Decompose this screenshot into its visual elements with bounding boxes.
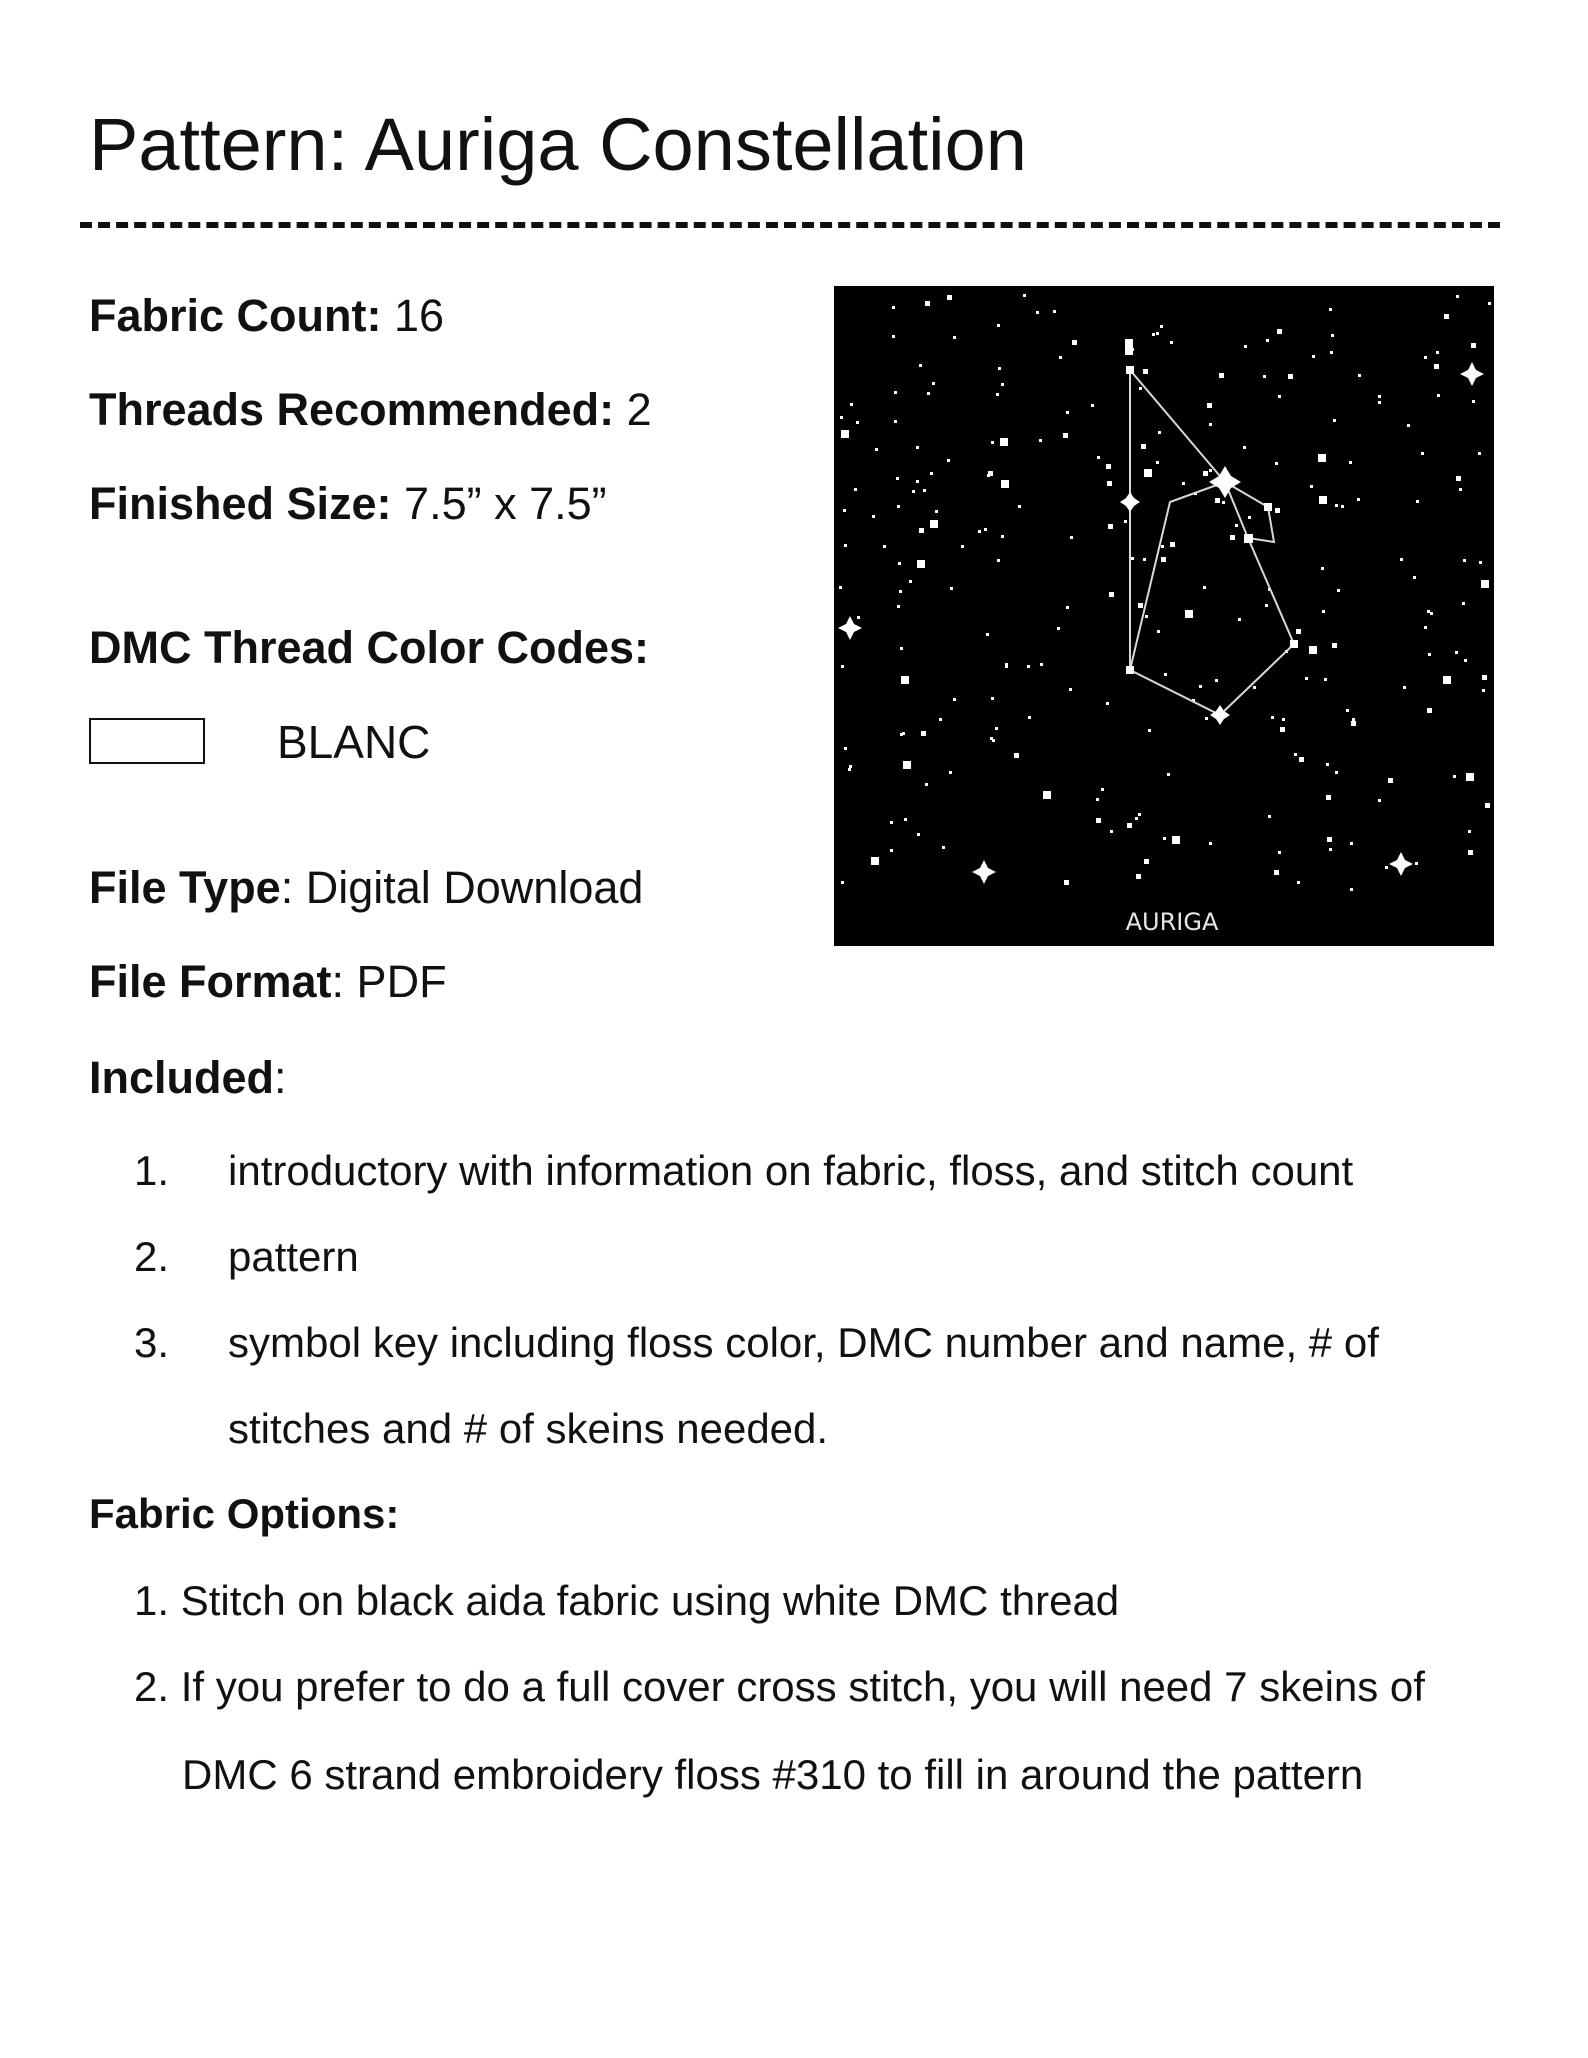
file-format-value: : PDF [331,956,447,1007]
background-star [1333,419,1336,422]
background-star [1479,561,1482,564]
background-star [1209,423,1212,426]
background-star [990,737,993,740]
background-star [1341,505,1344,508]
background-star [1326,795,1331,800]
background-star [1170,341,1173,344]
background-star [932,382,935,385]
background-star [1039,439,1042,442]
background-star [1299,757,1304,762]
background-star [978,530,981,533]
background-star [890,821,893,824]
background-star [1161,545,1164,548]
background-star [1023,294,1026,297]
background-star [1337,589,1340,592]
background-star [1097,456,1100,459]
finished-size [89,474,607,534]
background-star [1481,580,1489,588]
fabric-count-label: Fabric Count: [89,290,382,341]
background-star [916,446,919,449]
background-star [927,392,930,395]
finished-size-value: 7.5” x 7.5” [391,478,607,529]
background-star [1143,558,1146,561]
background-star [1148,729,1151,732]
background-star [1138,813,1141,816]
background-star [921,731,926,736]
background-star [1434,364,1439,369]
background-star [898,562,901,565]
background-star [1001,480,1009,488]
background-star [1482,689,1485,692]
background-star [1027,665,1030,668]
background-star [1199,685,1202,688]
background-star [1185,610,1193,618]
background-star [1043,791,1051,799]
fabric-count [89,286,444,346]
background-star [1468,850,1473,855]
background-star [1265,604,1268,607]
background-star [1466,773,1474,781]
background-star [1350,888,1353,891]
included-item-1: introductory with information on fabric, floss, and stitch count [228,1147,1354,1194]
background-star [1282,718,1285,721]
background-star [1319,496,1327,504]
background-star [1468,830,1471,833]
background-star [903,761,911,769]
background-star [1464,659,1467,662]
background-star [844,544,847,547]
background-star [1209,469,1212,472]
background-star [1143,369,1148,374]
background-star [1358,374,1361,377]
finished-size-label: Finished Size: [89,478,392,529]
background-star [896,477,899,480]
star-node [1290,640,1298,648]
background-star [1427,610,1430,613]
background-star [947,295,952,300]
background-star [919,528,924,533]
background-star [1268,815,1271,818]
background-star [1327,837,1332,842]
background-star [897,505,900,508]
background-star [1069,688,1072,691]
background-star [1424,356,1427,359]
color-swatch-blanc [89,718,205,764]
background-star [1170,542,1175,547]
background-star [1101,788,1104,791]
background-star [1357,498,1360,501]
background-star [1415,862,1418,865]
background-star [1385,866,1388,869]
background-star [1428,653,1431,656]
background-star [1416,500,1419,503]
background-star [1157,630,1160,633]
background-star [1219,373,1224,378]
image-caption: AURIGA [1125,908,1219,936]
background-star [1160,325,1163,328]
background-star [1001,535,1004,538]
background-star [839,586,842,589]
background-star [840,416,843,419]
background-star [1331,334,1334,337]
file-type [89,858,643,918]
background-star [841,665,844,668]
background-star [849,765,852,768]
background-star [1000,438,1008,446]
background-star [1430,612,1433,615]
background-star [1152,333,1155,336]
included-num-3: 3. [134,1319,170,1366]
background-star [1278,395,1281,398]
background-star [1066,606,1069,609]
fabric-options-heading: Fabric Options: [89,1490,400,1537]
dashed-divider [80,222,1500,228]
background-star [1436,351,1439,354]
background-star [949,771,952,774]
background-star [1332,643,1337,648]
included-item-3-line-2: stitches and # of skeins needed. [228,1405,829,1452]
background-star [923,489,926,492]
background-star [1437,394,1440,397]
background-star [1205,717,1208,720]
background-star [1330,351,1333,354]
background-star [939,718,942,721]
background-star [1351,721,1356,726]
background-star [1005,665,1008,668]
background-star [892,335,895,338]
background-star [953,698,956,701]
background-star [1488,302,1491,305]
background-star [1163,837,1166,840]
thread-colors-heading: DMC Thread Color Codes: [89,622,650,673]
fabric-option-1 [134,1572,1119,1630]
background-star [1463,559,1466,562]
background-star [1230,535,1235,540]
background-star [856,421,859,424]
fabric-option-2-text-line-1: If you prefer to do a full cover cross stitch, you will need 7 skeins of [180,1663,1425,1710]
color-name-blanc: BLANC [277,716,431,768]
background-star [1294,753,1297,756]
fabric-option-2-num: 2. [134,1663,170,1710]
background-star [1456,476,1461,481]
background-star [912,490,915,493]
background-star [850,403,853,406]
background-star [841,881,844,884]
background-star [997,559,1000,562]
background-star [1106,464,1111,469]
background-star [1001,383,1004,386]
background-star [995,727,998,730]
background-star [1091,404,1094,407]
background-star [986,633,989,636]
background-star [998,367,1001,370]
background-star [1413,576,1416,579]
background-star [1209,842,1212,845]
star-node [1126,666,1134,674]
background-star [1158,431,1161,434]
background-star [925,783,928,786]
background-star [1309,646,1317,654]
background-star [996,393,999,396]
included-item-2: pattern [228,1233,359,1280]
background-star [1164,673,1167,676]
background-star [1335,771,1338,774]
background-star [1072,340,1077,345]
background-star [1144,859,1149,864]
background-star [917,560,925,568]
background-star [1172,836,1180,844]
background-star [900,647,903,650]
background-star [950,587,953,590]
background-star [916,480,919,483]
background-star [1456,295,1459,298]
background-star [930,472,933,475]
background-star [883,545,886,548]
background-star [1145,615,1148,618]
file-format [89,952,447,1012]
background-star [1018,505,1021,508]
background-star [1248,516,1251,519]
background-star [1059,356,1062,359]
background-star [1296,629,1301,634]
fabric-option-2-text-line-2: DMC 6 strand embroidery floss #310 to fill in around the pattern [182,1751,1364,1798]
background-star [848,768,851,771]
background-star [1349,461,1352,464]
background-star [1462,602,1465,605]
background-star [1326,763,1329,766]
threads-label: Threads Recommended: [89,384,615,435]
background-star [897,605,900,608]
background-star [1110,830,1113,833]
background-star [892,306,895,309]
background-star [854,488,857,491]
background-star [1388,778,1393,783]
file-type-label: File Type [89,862,281,913]
background-star [1346,709,1349,712]
threads-value: 2 [614,384,652,435]
background-star [991,697,994,700]
background-star [1156,461,1159,464]
background-star [1243,446,1246,449]
background-star [871,857,879,865]
background-star [857,616,860,619]
background-star [1203,471,1208,476]
background-star [919,364,922,367]
fabric-option-1-num: 1. [134,1577,170,1624]
background-star [1278,851,1281,854]
background-star [1108,524,1113,529]
background-star [997,324,1000,327]
background-star [894,391,897,394]
background-star [1139,387,1142,390]
background-star [843,509,846,512]
background-star [1329,848,1332,851]
background-star [1096,818,1101,823]
background-star [1312,355,1315,358]
background-star [1222,501,1225,504]
background-star [1350,842,1353,845]
background-star [1275,462,1278,465]
background-star [1459,488,1462,491]
included-num-2: 2. [134,1233,170,1280]
background-star [991,441,994,444]
background-star [1318,454,1326,462]
background-star [1203,586,1206,589]
background-star [1263,375,1266,378]
background-star [872,515,875,518]
background-star [1335,504,1338,507]
background-star [925,301,930,306]
background-star [1297,881,1300,884]
background-star [1028,716,1031,719]
background-star [1444,314,1449,319]
background-star [1053,310,1056,313]
background-star [1215,498,1220,503]
background-star [1403,686,1406,689]
background-star [1235,524,1238,527]
background-star [1485,803,1490,808]
background-star [1167,773,1170,776]
background-star [1125,347,1133,355]
background-star [930,520,938,528]
auriga-star-map-image [834,286,1494,946]
background-star [844,747,847,750]
background-star [942,846,945,849]
background-star [1400,558,1403,561]
file-type-value: : Digital Download [280,862,644,913]
background-star [1478,452,1481,455]
star-node [1264,503,1272,511]
background-star [894,420,897,423]
background-star [1275,508,1280,513]
background-star [1453,775,1456,778]
background-star [1378,401,1381,404]
background-star [987,474,990,477]
background-star [1136,874,1141,879]
background-star [917,833,920,836]
background-star [1244,345,1247,348]
included-num-1: 1. [134,1147,170,1194]
background-star [1271,716,1274,719]
background-star [1135,817,1138,820]
fabric-option-2 [134,1658,1425,1716]
background-star [1064,880,1069,885]
background-star [901,676,909,684]
background-star [1040,663,1043,666]
background-star [1106,702,1109,705]
background-star [1455,651,1458,654]
background-star [1156,332,1159,335]
background-star [1014,753,1019,758]
background-star [1063,433,1068,438]
background-star [1253,686,1256,689]
background-star [1305,677,1308,680]
background-star [890,849,893,852]
background-star [953,336,956,339]
background-star [1274,870,1279,875]
background-star [1127,823,1132,828]
star-node [1126,366,1134,374]
background-star [1322,610,1325,613]
background-star [1443,676,1451,684]
background-star [961,545,964,548]
background-star [1266,339,1269,342]
background-star [1407,424,1410,427]
background-star [902,732,905,735]
file-format-label: File Format [89,956,332,1007]
background-star [1124,520,1127,523]
fabric-option-1-text: Stitch on black aida fabric using white DMC thread [180,1577,1120,1624]
background-star [841,430,849,438]
background-star [1238,618,1241,621]
background-star [1144,469,1152,477]
background-star [1421,452,1424,455]
background-star [1329,308,1332,311]
background-star [947,459,950,462]
background-star [1280,727,1285,732]
fabric-count-value: 16 [381,290,445,341]
background-star [1109,592,1114,597]
background-star [1424,626,1427,629]
background-star [1066,411,1069,414]
background-star [1107,481,1112,486]
background-star [1162,559,1165,562]
background-star [935,510,938,513]
background-star [1378,799,1381,802]
background-star [1288,374,1293,379]
star-node [1244,534,1253,543]
included-heading [89,1048,287,1108]
background-star [1096,798,1099,801]
background-star [1277,329,1282,334]
page-title: Pattern: Auriga Constellation [89,103,1027,186]
background-star [1138,603,1143,608]
background-star [1070,536,1073,539]
included-item-3-line-1: symbol key including floss color, DMC number and name, # of [228,1319,1379,1366]
included-heading-label: Included [89,1052,275,1103]
background-star [1125,339,1133,347]
background-star [875,448,878,451]
background-star [1472,400,1475,403]
background-star [1378,395,1381,398]
background-star [1036,311,1039,314]
background-star [1321,567,1324,570]
background-star [1324,678,1327,681]
background-star [904,818,907,821]
background-star [1131,557,1134,560]
background-star [1215,679,1218,682]
background-star [1310,485,1313,488]
background-star [1057,627,1060,630]
background-star [1352,718,1355,721]
background-star [1427,708,1432,713]
background-star [909,580,912,583]
background-star [984,528,987,531]
background-star [1207,403,1212,408]
background-star [1182,482,1185,485]
background-star [1471,343,1476,348]
background-star [1482,675,1487,680]
background-star [1141,444,1146,449]
background-star [899,590,902,593]
threads-recommended [89,380,652,440]
included-heading-colon: : [274,1052,287,1103]
